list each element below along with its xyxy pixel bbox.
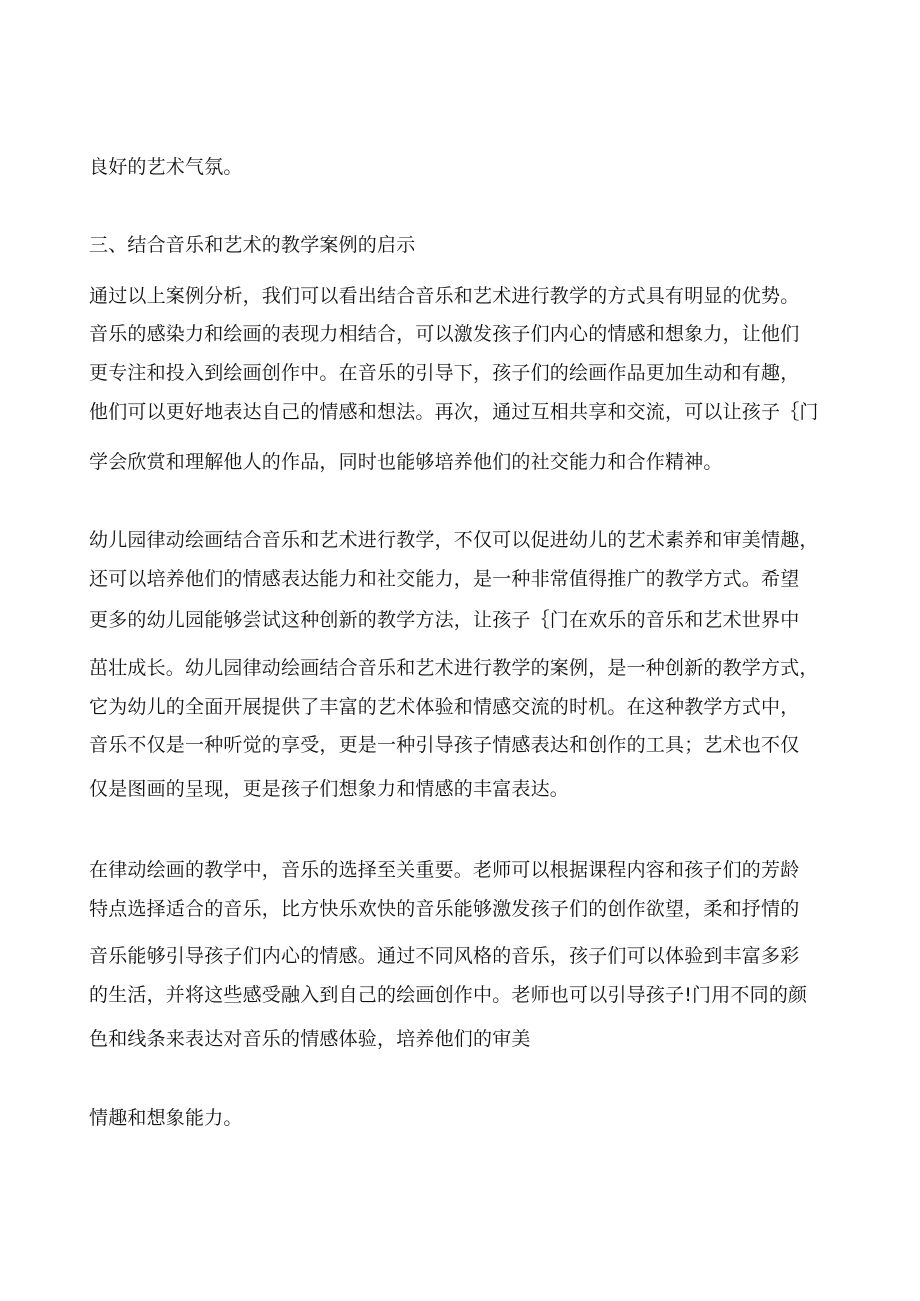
text-line: 的生活，并将这些感受融入到自己的绘画创作中。老师也可以引导孩子!门用不同的颜 — [89, 984, 808, 1006]
text-line: 通过以上案例分析，我们可以看出结合音乐和艺术进行教学的方式具有明显的优势。 — [89, 285, 800, 307]
text-line: 仅是图画的呈现，更是孩子们想象力和情感的丰富表达。 — [89, 778, 570, 800]
text-line: 良好的艺术气氛。 — [89, 156, 243, 178]
text-line: 音乐能够引导孩子们内心的情感。通过不同风格的音乐，孩子们可以体验到丰富多彩 — [89, 945, 800, 967]
text-line: 音乐不仅是一种听觉的享受，更是一种引导孩子情感表达和创作的工具；艺术也不仅 — [89, 734, 800, 756]
text-line: 更多的幼儿园能够尝试这种创新的教学方法，让孩子｛门在欢乐的音乐和艺术世界中 — [89, 609, 800, 631]
text-line: 它为幼儿的全面开展提供了丰富的艺术体验和情感交流的时机。在这种教学方式中， — [89, 696, 800, 718]
text-line: 茁壮成长。幼儿园律动绘画结合音乐和艺术进行教学的案例，是一种创新的教学方式， — [89, 657, 819, 679]
text-line: 音乐的感染力和绘画的表现力相结合，可以激发孩子们内心的情感和想象力，让他们 — [89, 323, 800, 345]
text-line: 还可以培养他们的情感表达能力和社交能力，是一种非常值得推广的教学方式。希望 — [89, 568, 800, 590]
text-line: 在律动绘画的教学中，音乐的选择至关重要。老师可以根据课程内容和孩子们的芳龄 — [89, 859, 800, 881]
text-line: 色和线条来表达对音乐的情感体验，培养他们的审美 — [89, 1028, 531, 1050]
text-line: 更专注和投入到绘画创作中。在音乐的引导下，孩子们的绘画作品更加生动和有趣， — [89, 362, 800, 384]
text-line: 幼儿园律动绘画结合音乐和艺术进行教学，不仅可以促进幼儿的艺术素养和审美情趣， — [89, 529, 819, 551]
text-line: 他们可以更好地表达自己的情感和想法。再次，通过互相共享和交流，可以让孩子｛门 — [89, 401, 819, 423]
text-line: 特点选择适合的音乐，比方快乐欢快的音乐能够激发孩子们的创作欲望，柔和抒情的 — [89, 898, 800, 920]
text-line: 情趣和想象能力。 — [89, 1107, 243, 1129]
text-line: 学会欣赏和理解他人的作品，同时也能够培养他们的社交能力和合作精神。 — [89, 451, 723, 473]
section-heading: 三、结合音乐和艺术的教学案例的启示 — [89, 234, 416, 256]
